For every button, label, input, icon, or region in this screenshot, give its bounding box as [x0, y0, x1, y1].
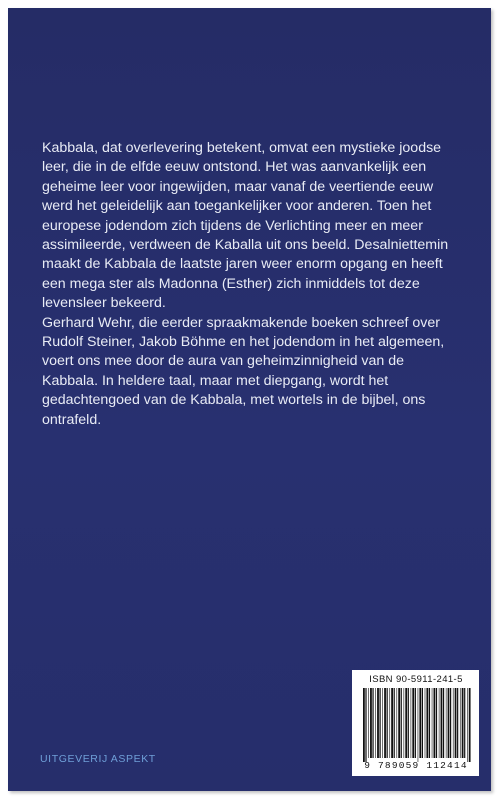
barcode-bar [464, 688, 465, 758]
blurb-line: een mega ster als Madonna (Esther) zich inmiddels tot deze [42, 275, 420, 292]
blurb-line: gedachtengoed van de Kabbala, met wortels in de bijbel, ons [42, 392, 426, 409]
barcode-bar [365, 688, 366, 762]
blurb-line: assimileerde, verdween de Kaballa uit ons beeld. Desalniettemin [42, 237, 449, 254]
blurb-line: Gerhard Wehr, die eerder spraakmakende boeken schreef over [42, 314, 440, 331]
barcode-bar [469, 688, 471, 762]
blurb-line: europese jodendom zich tijdens de Verlichting meer en meer [42, 217, 423, 234]
blurb-line: geheime leer voor ingewijden, maar vanaf de veertiende eeuw [42, 178, 434, 195]
barcode-bar [455, 688, 457, 758]
barcode-bar [397, 688, 398, 758]
barcode-bar [415, 688, 416, 758]
barcode-bar [462, 688, 464, 758]
barcode-bar [368, 688, 369, 758]
barcode-bar [436, 688, 437, 758]
barcode-bar [380, 688, 381, 758]
barcode-bar [429, 688, 430, 758]
barcode-bar [419, 688, 421, 758]
blurb-line: levensleer bekeerd. [42, 295, 166, 312]
blurb-line: leer, die in de elfde eeuw ontstond. Het was aanvankelijk een [42, 159, 427, 176]
barcode-bar [370, 688, 372, 758]
barcode-bar [439, 688, 440, 758]
barcode-bar [425, 688, 426, 758]
back-cover [8, 8, 491, 791]
blurb-text [42, 139, 482, 430]
barcode-bar [422, 688, 423, 758]
barcode-bar [446, 688, 447, 758]
blurb-line: Kabbala. In heldere taal, maar met diepgang, wordt het [42, 372, 389, 389]
barcode-bar [384, 688, 386, 758]
barcode-bar [450, 688, 451, 758]
blurb-line: maakt de Kabbala de laatste jaren weer enorm opgang en heeft [42, 256, 443, 273]
barcode-bar [443, 688, 444, 758]
barcode-bar [457, 688, 458, 758]
barcode-bar [448, 688, 450, 758]
isbn-barcode [352, 670, 479, 776]
barcode-bar [411, 688, 412, 758]
barcode-bar [401, 688, 402, 758]
barcode-bar [405, 688, 407, 758]
blurb-line: werd het geleidelijk aan toegankelijker voor anderen. Toen het [42, 198, 432, 215]
barcode-bar [377, 688, 379, 758]
barcode-bar [387, 688, 388, 758]
blurb-line: Kabbala, dat overlevering betekent, omvat een mystieke joodse [42, 140, 442, 156]
barcode-bar [408, 688, 409, 758]
barcode-bar [363, 688, 365, 762]
barcode-bar [467, 688, 468, 762]
barcode-bar [453, 688, 454, 758]
barcode-bar [418, 688, 419, 762]
barcode-bar [389, 688, 390, 758]
ean-digits: 9 789059 112414 [364, 760, 468, 771]
barcode-bar [434, 688, 436, 758]
blurb-line: voert ons mee door de aura van geheimzinnigheid van de [42, 353, 405, 370]
barcode-bar [398, 688, 400, 758]
barcode-bar [404, 688, 405, 758]
barcode-bar [412, 688, 414, 758]
barcode-bar [372, 688, 373, 758]
barcode-bars [362, 688, 472, 762]
barcode-bar [382, 688, 383, 758]
blurb-line: ontrafeld. [42, 411, 102, 428]
barcode-bar [394, 688, 395, 758]
isbn-label: ISBN 90-5911-241-5 [369, 674, 463, 685]
barcode-bar [441, 688, 443, 758]
barcode-bar [432, 688, 433, 758]
barcode-bar [391, 688, 393, 758]
barcode-bar [375, 688, 376, 758]
blurb-line: Rudolf Steiner, Jakob Böhme en het jodendom in het algemeen, [42, 334, 445, 351]
barcode-bar [460, 688, 461, 758]
publisher-name: UITGEVERIJ ASPEKT [40, 753, 156, 765]
barcode-bar [426, 688, 428, 758]
